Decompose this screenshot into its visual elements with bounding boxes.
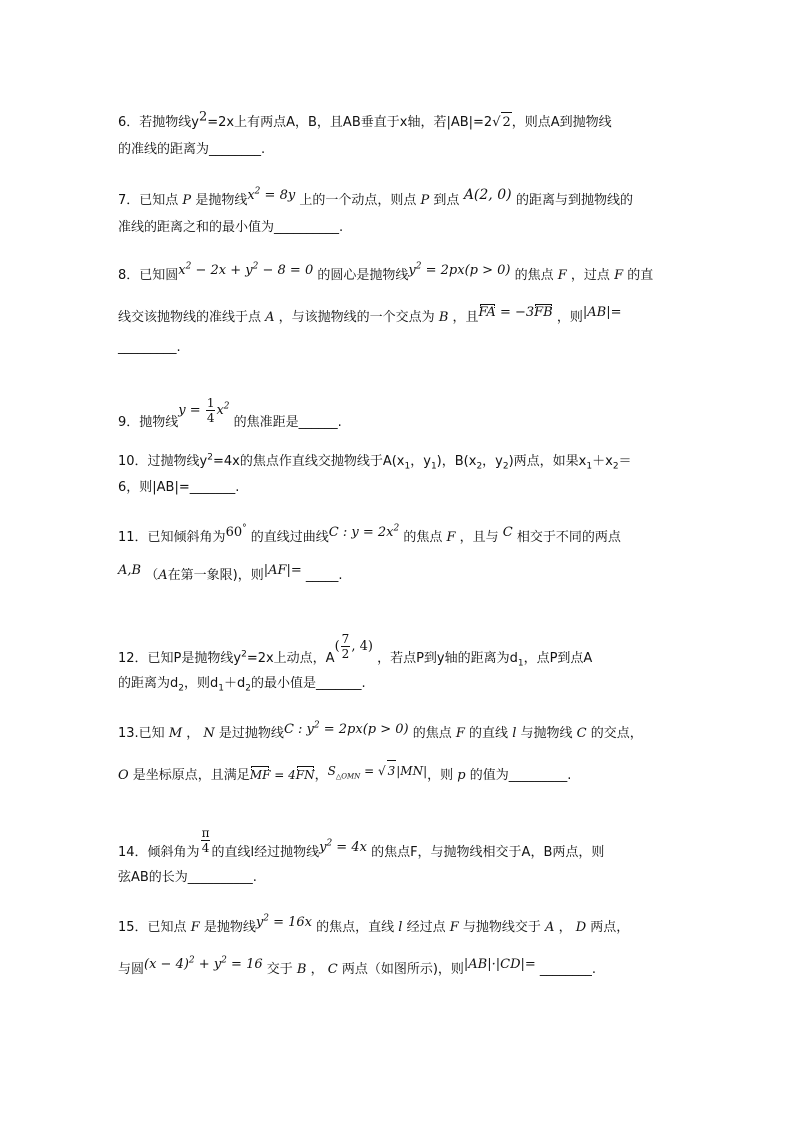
sqrt-two: √ 2 <box>492 115 512 130</box>
problem-8-line-2: 线交该抛物线的准线于点 A ，与该抛物线的一个交点为 B ，且FA = −3FB ，则|AB|= <box>118 305 622 325</box>
problem-8-line-1: 8．已知圆$x^2 - 2x + y^2 - 8 = 0$ 的圆心是抛物线$y^2 = 2px(p > 0)$ 的焦点 F ，过点 F 的直 <box>118 261 654 283</box>
problem-11-line-2: A,B （A在第一象限)，则|AF|= _____. <box>118 563 343 583</box>
problem-6-line-2: 的准线的距离为________. <box>118 142 266 157</box>
problem-14-line-1: 14．倾斜角为 $\frac{\pi}{4}$ 的直线l经过抛物线$y^2 = 4x$ 的焦点F，与抛物线相交于A，B两点，则 <box>118 826 605 860</box>
problem-7-line-2: 准线的距离之和的最小值为__________. <box>118 220 344 235</box>
problem-12-line-1: 12．已知P是抛物线$y^2=2x$上动点，A( $\frac{7}{2}$ , 4) ，若点P到y轴的距离为$d_1$，点P到点A <box>118 632 593 669</box>
problem-11-line-1: 11．已知倾斜角为60° 的直线过曲线C : $y = 2x^2$ 的焦点 F ，且与 C 相交于不同的两点 <box>118 523 621 545</box>
problem-14-line-2: 弦AB的长为__________. <box>118 870 257 885</box>
problem-15-line-2: 与圆$(x - 4)^2 + y^2 = 16$ 交于 B ， C 两点（如图所示)，则|AB|·|CD|= ________. <box>118 955 597 977</box>
problem-number: 6 <box>118 115 127 130</box>
problem-13-line-1: 13.已知 M ， N 是过抛物线C : $y^2 = 2px(p > 0)$ 的焦点 F 的直线 l 与抛物线 C 的交点， <box>118 720 643 741</box>
problem-10-line-1: 10．过抛物线$y^2=4x$的焦点作直线交抛物线于$A(x_1$，$y_1$)，$B(x_2$，$y_2$)两点，如果$x_1+x_2=$ <box>118 452 632 472</box>
problem-15-line-1: 15．已知点 F 是抛物线$y^2 = 16x$ 的焦点，直线 l 经过点 F 与抛物线交于 A ， D 两点， <box>118 913 630 935</box>
problem-8-line-3: _________. <box>118 340 181 355</box>
problem-12-line-2: 的距离为$d_2$，则$d_1+d_2$的最小值是_______. <box>118 676 366 694</box>
problem-6-line-1: 6．若抛物线$y^2=2x$上有两点A，B，且AB垂直于x轴，若|AB|=2√ 2，则点A到抛物线 <box>118 112 612 133</box>
problem-13-line-2: O 是坐标原点，且满足MF = 4FN，$S_{\triangle OMN}$ = √ 3|MN|，则 p 的值为_________. <box>118 764 571 786</box>
problem-9-line-1: 9．抛物线y = $\frac{1}{4}$ $x^2$ 的焦准距是______. <box>118 396 342 430</box>
problem-10-line-2: 6，则|AB|=_______. <box>118 480 240 495</box>
problem-7-line-1: 7．已知点 P 是抛物线$x^2 = 8y$ 上的一个动点，则点 P 到点 A(2, 0) 的距离与到抛物线的 <box>118 186 634 208</box>
